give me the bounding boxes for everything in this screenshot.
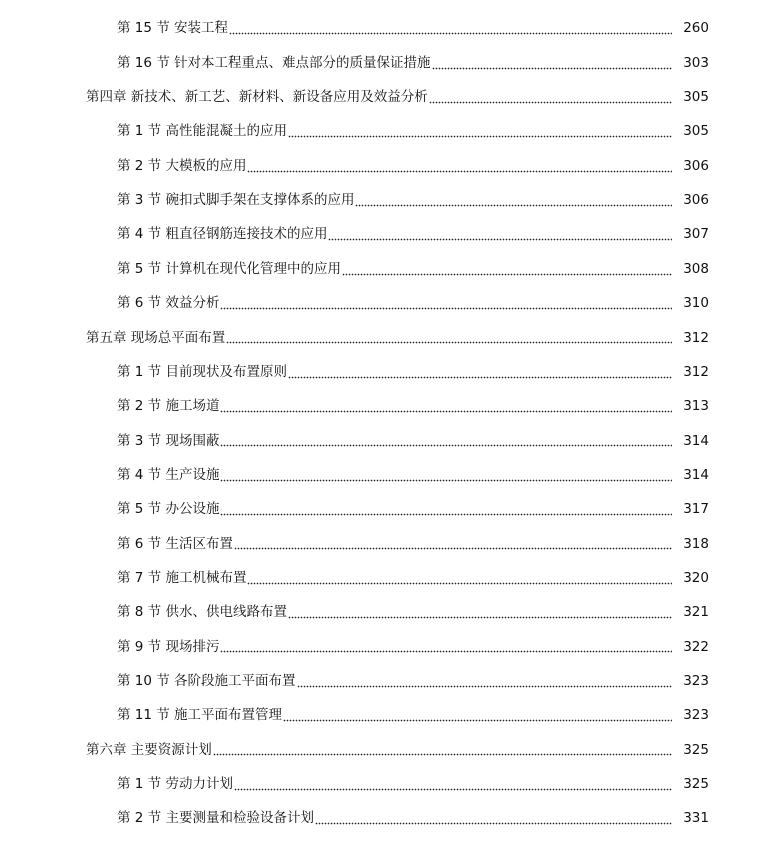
toc-entry-label: 第六章 主要资源计划	[86, 741, 212, 758]
dot-leader	[226, 332, 672, 344]
toc-entry-label: 第 2 节 主要测量和检验设备计划	[117, 810, 314, 827]
toc-chapter-entry[interactable]	[0, 733, 780, 767]
toc-entry-page: 318	[683, 535, 709, 552]
toc-entry-page: 310	[683, 295, 709, 312]
toc-entry-page: 303	[683, 54, 709, 71]
toc-entry-page: 314	[683, 466, 709, 483]
toc-entry-page: 322	[683, 638, 709, 655]
toc-entry[interactable]	[0, 802, 780, 836]
toc-entry-page: 313	[683, 398, 709, 415]
toc-entry[interactable]	[0, 562, 780, 596]
dot-leader	[220, 470, 672, 482]
toc-entry[interactable]	[0, 390, 780, 424]
toc-entry-page: 321	[683, 604, 709, 621]
toc-entry-label: 第 15 节 安装工程	[117, 20, 229, 37]
dot-leader	[288, 607, 672, 619]
dot-leader	[355, 195, 672, 207]
dot-leader	[247, 161, 672, 173]
toc-entry-page: 307	[683, 226, 709, 243]
toc-entry-label: 第 1 节 目前现状及布置原则	[117, 363, 287, 380]
toc-entry-page: 312	[683, 329, 709, 346]
toc-entry[interactable]	[0, 665, 780, 699]
toc-entry[interactable]	[0, 355, 780, 389]
toc-entry-label: 第 9 节 现场排污	[117, 638, 220, 655]
dot-leader	[220, 298, 672, 310]
toc-entry-label: 第 3 节 碗扣式脚手架在支撑体系的应用	[117, 192, 355, 209]
toc-entry[interactable]	[0, 424, 780, 458]
dot-leader	[315, 813, 672, 825]
dot-leader	[283, 710, 672, 722]
toc-entry-label: 第四章 新技术、新工艺、新材料、新设备应用及效益分析	[86, 89, 428, 106]
toc-entry[interactable]	[0, 218, 780, 252]
toc-entry-page: 312	[683, 363, 709, 380]
dot-leader	[429, 92, 672, 104]
toc-entry-page: 323	[683, 672, 709, 689]
toc-entry[interactable]	[0, 630, 780, 664]
toc-entry-label: 第 2 节 施工场道	[117, 398, 220, 415]
toc-entry-label: 第 10 节 各阶段施工平面布置	[117, 672, 296, 689]
toc-entry-label: 第 7 节 施工机械布置	[117, 569, 247, 586]
dot-leader	[220, 435, 672, 447]
toc-entry[interactable]	[0, 493, 780, 527]
toc-entry[interactable]	[0, 252, 780, 286]
toc-entry[interactable]	[0, 149, 780, 183]
toc-entry[interactable]	[0, 596, 780, 630]
dot-leader	[328, 229, 672, 241]
toc-entry[interactable]	[0, 768, 780, 802]
toc-entry[interactable]	[0, 287, 780, 321]
toc-entry-label: 第 16 节 针对本工程重点、难点部分的质量保证措施	[117, 54, 431, 71]
toc-entry-page: 323	[683, 707, 709, 724]
toc-entry[interactable]	[0, 527, 780, 561]
toc-entry-page: 306	[683, 192, 709, 209]
dot-leader	[213, 744, 672, 756]
toc-entry-page: 331	[683, 810, 709, 827]
toc-entry-page: 308	[683, 260, 709, 277]
toc-entry-label: 第 3 节 现场围蔽	[117, 432, 220, 449]
toc-entry-label: 第五章 现场总平面布置	[86, 329, 226, 346]
toc-entry[interactable]	[0, 458, 780, 492]
toc-entry-label: 第 5 节 办公设施	[117, 501, 220, 518]
toc-entry-page: 305	[683, 123, 709, 140]
dot-leader	[432, 58, 672, 70]
toc-entry-page: 320	[683, 569, 709, 586]
toc-entry[interactable]	[0, 115, 780, 149]
toc-entry-label: 第 1 节 高性能混凝土的应用	[117, 123, 287, 140]
toc-entry-page: 325	[683, 741, 709, 758]
dot-leader	[220, 504, 672, 516]
dot-leader	[342, 264, 672, 276]
dot-leader	[288, 367, 672, 379]
dot-leader	[229, 23, 672, 35]
toc-entry-page: 306	[683, 157, 709, 174]
toc-entry-label: 第 8 节 供水、供电线路布置	[117, 604, 287, 621]
toc-entry-label: 第 1 节 劳动力计划	[117, 775, 233, 792]
toc-entry-label: 第 2 节 大模板的应用	[117, 157, 247, 174]
toc-entry-label: 第 6 节 效益分析	[117, 295, 220, 312]
toc-entry[interactable]	[0, 12, 780, 46]
dot-leader	[297, 676, 672, 688]
dot-leader	[288, 126, 672, 138]
toc-entry-page: 314	[683, 432, 709, 449]
toc-entry[interactable]	[0, 184, 780, 218]
toc-chapter-entry[interactable]	[0, 81, 780, 115]
dot-leader	[220, 401, 672, 413]
toc-entry-label: 第 4 节 粗直径钢筋连接技术的应用	[117, 226, 328, 243]
toc-entry-label: 第 11 节 施工平面布置管理	[117, 707, 283, 724]
toc-entry-page: 325	[683, 775, 709, 792]
toc-entry-label: 第 4 节 生产设施	[117, 466, 220, 483]
dot-leader	[234, 538, 672, 550]
dot-leader	[234, 779, 672, 791]
dot-leader	[247, 573, 672, 585]
toc-entry-label: 第 5 节 计算机在现代化管理中的应用	[117, 260, 341, 277]
toc-chapter-entry[interactable]	[0, 321, 780, 355]
toc-entry[interactable]	[0, 46, 780, 80]
toc-entry-page: 317	[683, 501, 709, 518]
toc-entry-page: 305	[683, 89, 709, 106]
table-of-contents	[0, 12, 780, 836]
toc-entry[interactable]	[0, 699, 780, 733]
toc-entry-page: 260	[683, 20, 709, 37]
dot-leader	[220, 641, 672, 653]
toc-entry-label: 第 6 节 生活区布置	[117, 535, 233, 552]
